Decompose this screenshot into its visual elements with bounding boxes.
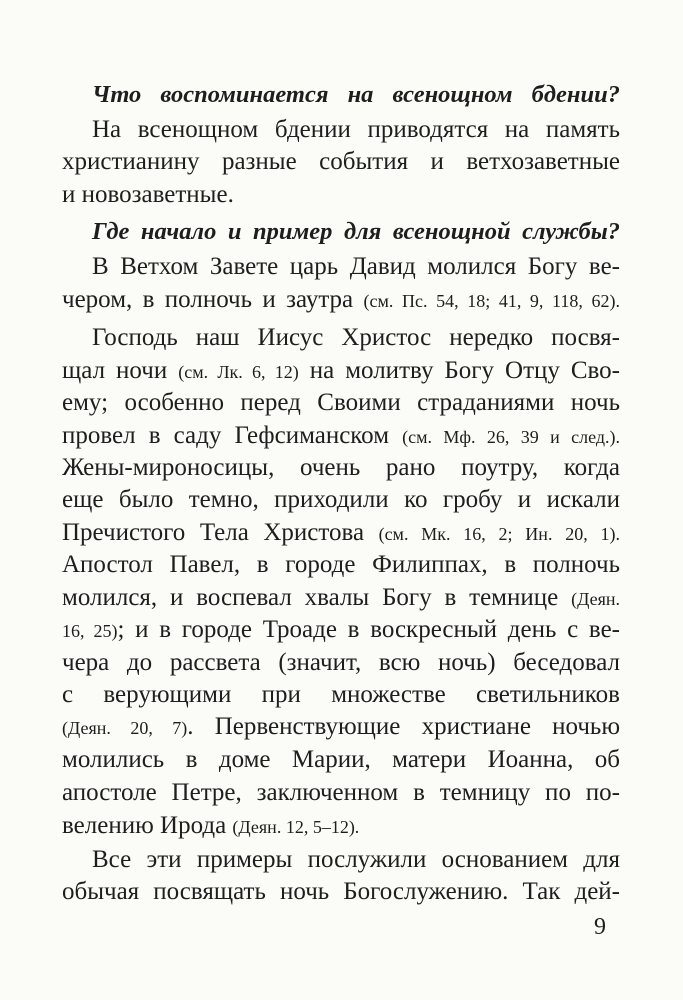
text-line <box>62 646 620 680</box>
scripture-reference: (см. Пс. 54, 18; 41, 9, 118, 62). <box>363 291 620 311</box>
text-line <box>62 283 620 317</box>
text: обычая посвящать ночь Богослужению. Так дей- <box>62 878 620 905</box>
heading-text: Что воспоминается на всенощном бдении? <box>92 81 620 108</box>
text-line <box>62 678 620 712</box>
text-line <box>62 145 620 179</box>
question-heading <box>92 215 620 249</box>
text: ; и в городе Троаде в воскресный день с ве- <box>117 616 620 643</box>
text: Господь наш Иисус Христос нередко посвя- <box>92 324 620 351</box>
scripture-reference: (Деян. <box>571 589 620 609</box>
text: на молитву Богу Отцу Сво- <box>298 357 621 384</box>
scripture-reference: (см. Мф. 26, 39 и след.). <box>402 427 620 447</box>
text: На всенощном бдении приводятся на память <box>92 116 620 143</box>
text-line <box>62 354 620 388</box>
text-line <box>62 710 620 744</box>
text: с верующими при множестве светильников <box>62 681 620 708</box>
text-line <box>62 516 620 550</box>
text-line <box>62 743 620 777</box>
scripture-reference: (см. Мк. 16, 2; Ин. 20, 1). <box>378 524 620 544</box>
text: и новозаветные. <box>62 181 234 208</box>
text-line <box>62 809 620 843</box>
text: христианину разные события и ветхозаветные <box>62 148 620 175</box>
scripture-reference: (Деян. 20, 7) <box>62 718 188 738</box>
text: ему; особенно перед Своими страданиями ночь <box>62 389 620 416</box>
scripture-reference: (Деян. 12, 5–12). <box>232 817 360 837</box>
text-line <box>62 776 620 810</box>
text-line <box>62 178 620 212</box>
text: апостоле Петре, заключенном в темницу по по- <box>62 779 620 806</box>
scripture-reference: 16, 25) <box>62 621 118 641</box>
page-number: 9 <box>594 914 606 940</box>
text-line <box>62 419 620 453</box>
scripture-reference: (см. Лк. 6, 12) <box>178 362 299 382</box>
text-line <box>62 875 620 909</box>
text-line <box>62 451 620 485</box>
text-line <box>92 113 620 147</box>
text-line <box>62 613 620 647</box>
text-line <box>62 581 620 615</box>
text: . Первенствующие христиане ночью <box>187 713 621 740</box>
text: молился, и воспевал хвалы Богу в темнице <box>62 584 572 611</box>
text-line <box>92 321 620 355</box>
text-line <box>62 483 620 517</box>
text: Апостол Павел, в городе Филиппах, в полночь <box>62 551 620 578</box>
text: чера до рассвета (значит, всю ночь) беседовал <box>62 649 620 676</box>
text: Пречистого Тела Христова <box>62 519 379 546</box>
text-line <box>92 250 620 284</box>
text: чером, в полночь и заутра <box>62 286 364 313</box>
text: В Ветхом Завете царь Давид молился Богу ве- <box>92 253 620 280</box>
text: Все эти примеры послужили основанием для <box>92 846 620 873</box>
text-line <box>92 843 620 877</box>
question-heading <box>92 78 620 112</box>
text: щал ночи <box>62 357 179 384</box>
text: провел в саду Гефсиманском <box>62 422 403 449</box>
heading-text: Где начало и пример для всенощной службы? <box>92 218 620 245</box>
text: молились в доме Марии, матери Иоанна, об <box>62 746 620 773</box>
text-line <box>62 386 620 420</box>
text: Жены-мироносицы, очень рано поутру, когда <box>62 454 620 481</box>
text-line <box>62 548 620 582</box>
text: велению Ирода <box>62 812 233 839</box>
text: еще было темно, приходили ко гробу и искали <box>62 486 620 513</box>
